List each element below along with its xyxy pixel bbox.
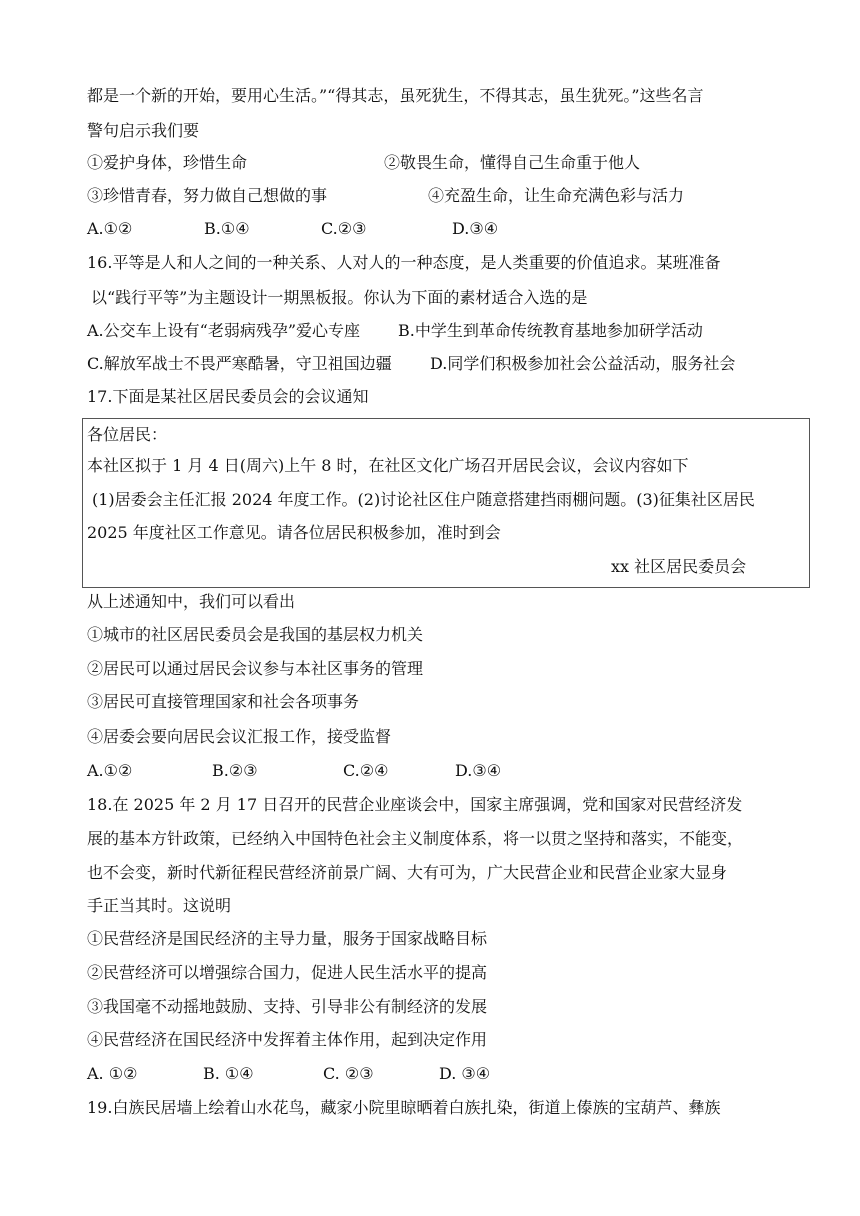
q17-statement-2: ②居民可以通过居民会议参与本社区事务的管理 [87,659,424,678]
q15-option-c: C.②③ [321,219,367,238]
q18-statement-4: ④民营经济在国民经济中发挥着主体作用，起到决定作用 [87,1030,488,1049]
q18-option-c: C. ②③ [323,1064,374,1083]
q17-stem: 17.下面是某社区居民委员会的会议通知 [87,387,369,406]
q18-option-b: B. ①④ [203,1064,254,1083]
q17-statement-4: ④居委会要向居民会议汇报工作，接受监督 [87,727,392,746]
q18-statement-3: ③我国毫不动摇地鼓励、支持、引导非公有制经济的发展 [87,997,488,1016]
notice-signature: xx 社区居民委员会 [611,557,747,576]
q17-lead: 从上述通知中，我们可以看出 [87,592,296,611]
q16-option-a: A.公交车上设有“老弱病残孕”爱心专座 [87,321,361,340]
q18-statement-2: ②民营经济可以增强综合国力，促进人民生活水平的提高 [87,963,488,982]
q17-statement-1: ①城市的社区居民委员会是我国的基层权力机关 [87,625,424,644]
q18-stem-line-3: 也不会变，新时代新征程民营经济前景广阔、大有可为，广大民营企业和民营企业家大显身 [87,863,728,882]
q15-statement-2: ②敬畏生命，懂得自己生命重于他人 [384,153,641,172]
q16-option-b: B.中学生到革命传统教育基地参加研学活动 [398,321,703,340]
q18-stem-line-2: 展的基本方针政策，已经纳入中国特色社会主义制度体系，将一以贯之坚持和落实，不能变， [87,829,744,848]
q15-statement-3: ③珍惜青春，努力做自己想做的事 [87,186,328,205]
q17-option-d: D.③④ [455,761,502,780]
q18-stem-line-1: 18.在 2025 年 2 月 17 日召开的民营企业座谈会中，国家主席强调，党和国家对民营经济发 [87,795,743,814]
intro-line-1: 都是一个新的开始，要用心生活。”“得其志，虽死犹生，不得其志，虽生犹死。”这些名言 [87,86,704,105]
q17-option-b: B.②③ [212,761,258,780]
q15-statement-1: ①爱护身体，珍惜生命 [87,153,248,172]
q19-stem-line-1: 19.白族民居墙上绘着山水花鸟，藏家小院里晾晒着白族扎染，街道上傣族的宝葫芦、彝族 [87,1098,721,1117]
q17-option-c: C.②④ [343,761,389,780]
q18-option-a: A. ①② [87,1064,138,1083]
q17-option-a: A.①② [87,761,133,780]
q18-stem-line-4: 手正当其时。这说明 [87,896,232,915]
q16-stem-line-1: 16.平等是人和人之间的一种关系、人对人的一种态度，是人类重要的价值追求。某班准备 [87,253,721,272]
q15-statement-4: ④充盈生命，让生命充满色彩与活力 [428,186,685,205]
q17-statement-3: ③居民可直接管理国家和社会各项事务 [87,692,360,711]
q16-stem-line-2: 以“践行平等”为主题设计一期黑板报。你认为下面的素材适合入选的是 [91,288,588,307]
notice-line-3: 2025 年度社区工作意见。请各位居民积极参加，准时到会 [87,523,501,542]
q16-option-d: D.同学们积极参加社会公益活动，服务社会 [430,354,736,373]
q15-option-b: B.①④ [204,219,250,238]
intro-line-2: 警句启示我们要 [87,121,200,140]
q18-statement-1: ①民营经济是国民经济的主导力量，服务于国家战略目标 [87,929,488,948]
q18-option-d: D. ③④ [439,1064,491,1083]
notice-greeting: 各位居民： [87,425,168,444]
q16-option-c: C.解放军战士不畏严寒酷暑，守卫祖国边疆 [87,354,392,373]
notice-line-2: (1)居委会主任汇报 2024 年度工作。(2)讨论社区住户随意搭建挡雨棚问题。(3)征集社区居民 [92,490,755,509]
q15-option-d: D.③④ [452,219,499,238]
notice-line-1: 本社区拟于 1 月 4 日(周六)上午 8 时，在社区文化广场召开居民会议，会议内容如下 [87,456,689,475]
q15-option-a: A.①② [87,219,133,238]
